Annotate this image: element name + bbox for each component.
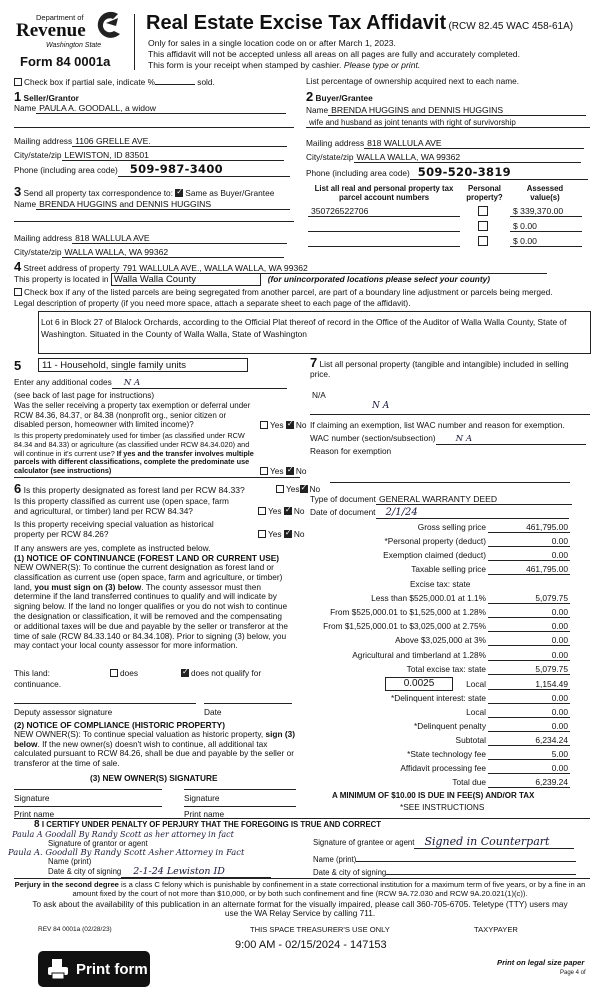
exemption-label: If claiming an exemption, list WAC number and reason for exemption. <box>310 420 565 430</box>
logo-dept-of: Department of <box>36 13 84 22</box>
local-rate-select[interactable]: 0.0025 <box>385 677 453 691</box>
alt-format-notice: To ask about the availability of this publication in an alternate format for the visually impaired, please call 360-705-6705. Teletype (TTY) users may use the WA Relay Service by calling 711. <box>32 899 568 918</box>
doc-type-field[interactable]: GENERAL WARRANTY DEED <box>376 494 572 505</box>
buyer-phone-field[interactable]: 509-520-3819 <box>410 165 588 180</box>
label: . If the new owner(s) doesn't wish to continue, all additional tax calculated pursuant to RCW 84.26, shall be due and payable by the seller or transferor at the time of sale. <box>14 738 294 768</box>
no-checkbox[interactable] <box>286 467 294 475</box>
buyer-city-row <box>306 152 581 163</box>
label: *Personal property (deduct) <box>384 536 486 546</box>
grantor-name[interactable]: Paula A. Goodall By Randy Scott Asher Attorney in Fact <box>8 847 245 857</box>
label: property? <box>466 193 503 202</box>
reason-line[interactable] <box>330 482 570 483</box>
label: List all real and personal property tax <box>314 184 454 193</box>
label: you must sign on (3) below <box>34 581 142 592</box>
no-checkbox[interactable] <box>286 421 294 429</box>
seller-city-field[interactable]: LEWISTON, ID 83501 <box>62 150 284 161</box>
owner-signature-line[interactable] <box>14 789 162 790</box>
label: List all personal property (tangible and intangible) included in selling price. <box>310 359 569 379</box>
label: WAC number (section/subsection) <box>310 433 436 443</box>
label: Perjury in the second degree <box>14 880 119 889</box>
partial-sale-row <box>14 76 215 87</box>
treasurer-stamp: 9:00 AM - 02/15/2024 - 147153 <box>235 939 387 951</box>
label: Name (print) <box>48 857 92 866</box>
tech-fee-value[interactable]: 5.00 <box>488 749 570 760</box>
assessed-value-field[interactable]: $ 0.00 <box>510 236 582 247</box>
ownership-note: List percentage of ownership acquired next to each name. <box>306 76 520 86</box>
label: If yes and the transfer involves multiple parcels with different classifications, complete the predominate use calculator (see instructions) <box>14 448 254 476</box>
doc-date-row <box>310 507 569 519</box>
label: Local <box>466 707 486 717</box>
q1-yes-no <box>260 420 306 430</box>
parcel-row <box>308 236 460 249</box>
label: Check box if any of the listed parcels are being segregated from another parcel, are part of a boundary line adjustment or parcels being merged. <box>24 287 553 297</box>
total-state-row <box>300 664 570 676</box>
seller-mail-row <box>14 136 287 147</box>
additional-codes-field[interactable]: N A <box>112 378 287 389</box>
label: NEW OWNER(S): To continue special valuation as historic property, <box>14 729 264 739</box>
label: Yes <box>286 484 300 494</box>
q2-yes-no <box>260 466 306 476</box>
seller-phone-row <box>14 162 290 177</box>
historical-question: Is this property receiving special valuation as historical property per RCW 84.26? <box>14 519 214 539</box>
tax-tier-row <box>300 635 570 647</box>
same-as-buyer-checkbox[interactable] <box>175 189 183 197</box>
label: Is this property designated as forest land per RCW 84.33? <box>23 485 245 495</box>
tax-tier-row <box>300 621 570 633</box>
tech-fee-row <box>300 749 570 761</box>
deputy-date-line[interactable] <box>204 703 292 704</box>
label: Is this property predominately used for timber (as classified under RCW 84.34 and 84.33) or agriculture (as classified under RCW 84.34.020) and will continue in it's current use? <box>14 431 250 458</box>
reason-label: Reason for exemption <box>310 446 392 456</box>
label: Signature <box>14 793 50 803</box>
exemption-question: Was the seller receiving a property tax exemption or deferral under RCW 84.36, 84.37, or 84.38 (nonprofit org., senior citizen or disabled person, homeowner with limited income)? <box>14 401 251 429</box>
label: continuance. <box>14 679 62 689</box>
section-number: 8 <box>34 819 40 830</box>
buyer-name-line-2[interactable]: wife and husband as joint tenants with right of survivorship <box>306 118 590 128</box>
personal-property-heading <box>310 355 590 379</box>
legal-paper-note: Print on legal size paper <box>497 958 585 967</box>
personal-property-line <box>310 414 590 415</box>
grantee-name-row <box>313 853 576 865</box>
buyer-city-field[interactable]: WALLA WALLA, WA 99362 <box>354 152 581 163</box>
personal-property-checkbox[interactable] <box>478 221 488 231</box>
yes-checkbox[interactable] <box>258 530 266 538</box>
treasurer-label: THIS SPACE TREASURER'S USE ONLY <box>250 925 390 934</box>
header-line-3-text: This form is your receipt when stamped by cashier. <box>148 60 342 70</box>
county-select[interactable]: Walla Walla County <box>111 273 261 286</box>
label: Yes <box>268 506 282 516</box>
label: Name <box>306 105 329 115</box>
label: Print name <box>14 809 55 819</box>
label: *State technology fee <box>407 749 486 759</box>
label: No <box>293 529 305 539</box>
divider <box>14 878 590 879</box>
section-number: 3 <box>14 184 22 199</box>
section-number: 7 <box>310 355 318 370</box>
timber-question <box>14 432 257 476</box>
legal-label: Legal description of property (if you need more space, attach a separate sheet to each page of the affidavit). <box>14 298 411 308</box>
label: is a class C felony which is punishable by confinement in a state correctional institution for a maximum term of five years, or by a fine in an amount fixed by the court of not more than $10,000, or by both such confinement and fine (RCW 9A.72.030 and RCW 9A.20.021(1)(c)). <box>72 880 586 898</box>
see-instructions: *SEE INSTRUCTIONS <box>400 802 485 812</box>
assessed-value-field[interactable]: $ 0.00 <box>510 221 582 232</box>
assessed-value-field[interactable]: $ 339,370.00 <box>510 206 582 217</box>
deputy-signature-line[interactable] <box>14 703 196 704</box>
does-not-checkbox[interactable] <box>181 669 189 677</box>
q6-3-yes-no <box>258 529 304 539</box>
label: Date & city of signing <box>313 868 387 877</box>
certify-text: I CERTIFY UNDER PENALTY OF PERJURY THAT THE FOREGOING IS TRUE AND CORRECT <box>41 820 382 829</box>
label: Above $3,025,000 at 3% <box>395 635 486 645</box>
parcel-row <box>308 206 460 217</box>
no-checkbox[interactable] <box>284 530 292 538</box>
label: Affidavit processing fee <box>400 763 486 773</box>
tier-value[interactable]: 5,079.75 <box>488 593 570 604</box>
title-citation: (RCW 82.45 WAC 458-61A) <box>448 21 574 32</box>
label: Yes <box>270 466 284 476</box>
label: parcel account numbers <box>338 193 430 202</box>
label: Deputy assessor signature <box>14 707 113 717</box>
yes-checkbox[interactable] <box>258 507 266 515</box>
label: Total excise tax: state <box>406 664 486 674</box>
label: *Delinquent interest: state <box>390 693 486 703</box>
partial-sale-checkbox[interactable] <box>14 78 22 86</box>
label: This land: <box>14 668 50 678</box>
divider <box>14 818 590 819</box>
label: City/state/zip <box>14 247 62 257</box>
grantee-sig-row <box>313 836 574 849</box>
parcel-row <box>308 221 460 234</box>
label: Agricultural and timberland at 1.28% <box>352 650 486 660</box>
buyer-mail-row <box>306 138 584 149</box>
local-row <box>300 679 570 691</box>
correspondence-heading <box>14 184 274 199</box>
grantee-date-field[interactable] <box>386 866 576 875</box>
section-number: 1 <box>14 89 22 104</box>
personal-header <box>462 184 507 202</box>
del-int-local-row <box>300 707 570 719</box>
seller-name-line-2[interactable] <box>14 127 294 128</box>
label: Mailing address <box>306 138 365 148</box>
label: Signature <box>184 793 220 803</box>
form-number: Form 84 0001a <box>20 54 111 69</box>
owner-print-line[interactable] <box>184 806 296 807</box>
seller-heading-text: Seller/Grantor <box>23 93 79 103</box>
label: Local <box>466 679 486 689</box>
personal-property-value[interactable]: N/A <box>312 390 326 400</box>
tier-value[interactable]: 0.00 <box>488 607 570 618</box>
q6-1-yes-no <box>276 484 320 494</box>
revenue-swirl-icon <box>94 10 124 42</box>
forest-question <box>14 481 245 496</box>
label: No <box>295 420 307 430</box>
personal-row <box>300 536 570 548</box>
partial-percent-field[interactable] <box>155 76 195 85</box>
tier-value[interactable]: 0.00 <box>488 650 570 661</box>
del-int-state-row <box>300 693 570 705</box>
del-int-local-value[interactable]: 0.00 <box>488 707 570 718</box>
buyer-name-row <box>306 105 586 116</box>
notice-1-title: (1) NOTICE OF CONTINUANCE (FOREST LAND OR CURRENT USE) <box>14 553 280 563</box>
doc-date-field[interactable]: 2/1/24 <box>376 507 569 519</box>
notice-2-title: (2) NOTICE OF COMPLIANCE (HISTORIC PROPERTY) <box>14 720 225 730</box>
buyer-name-field[interactable]: BRENDA HUGGINS and DENNIS HUGGINS <box>328 105 586 116</box>
corr-mail-row <box>14 233 287 244</box>
section-number: 6 <box>14 481 22 496</box>
label: Phone (including area code) <box>14 165 118 175</box>
total-due-row <box>300 777 570 789</box>
local-value[interactable]: 1,154.49 <box>488 679 570 690</box>
buyer-heading-text: Buyer/Grantee <box>315 93 373 103</box>
label: Name <box>14 103 37 113</box>
tax-tier-row <box>300 607 570 619</box>
label: Name (print) <box>313 855 357 864</box>
label: Subtotal <box>455 735 486 745</box>
street-field[interactable]: 791 WALLULA AVE., WALLA WALLA, WA 99362 <box>119 263 547 274</box>
corr-name-line-2[interactable] <box>14 221 294 222</box>
label: No <box>295 466 307 476</box>
taxable-value[interactable]: 461,795.00 <box>488 564 570 575</box>
wac-row <box>310 433 586 445</box>
grantor-signature[interactable]: Paula A Goodall By Randy Scott as her attorney in fact <box>12 830 234 839</box>
label: Signature of grantee or agent <box>313 838 415 847</box>
street-row <box>14 259 547 274</box>
personal-property-checkbox[interactable] <box>478 236 488 246</box>
label: Street address of property <box>23 263 120 273</box>
legal-description-field[interactable] <box>38 311 591 354</box>
label: Yes <box>270 420 284 430</box>
corr-city-row <box>14 247 284 258</box>
wac-field[interactable]: N A <box>436 434 586 445</box>
parcel-number-field[interactable] <box>308 236 460 247</box>
codes-note: (see back of last page for instructions) <box>14 390 155 400</box>
parcel-header <box>310 184 458 202</box>
personal-value[interactable]: 0.00 <box>488 536 570 547</box>
affidavit-fee-value[interactable]: 0.00 <box>488 763 570 774</box>
yes-checkbox[interactable] <box>276 485 284 493</box>
doc-type-row <box>310 494 572 505</box>
owner-signature-line[interactable] <box>184 789 296 790</box>
label: Send all property tax correspondence to: <box>23 188 173 198</box>
label: Name <box>14 199 37 209</box>
seller-city-row <box>14 150 284 161</box>
does-checkbox[interactable] <box>110 669 118 677</box>
county-row <box>14 273 490 286</box>
label: Same as Buyer/Grantee <box>185 188 275 198</box>
q6-2-yes-no <box>258 506 304 516</box>
segregate-checkbox[interactable] <box>14 288 22 296</box>
no-checkbox[interactable] <box>284 507 292 515</box>
label: Assessed <box>526 184 564 193</box>
divider <box>14 477 300 478</box>
grantee-name-field[interactable] <box>356 853 576 862</box>
label: Exemption claimed (deduct) <box>383 550 486 560</box>
printer-icon <box>46 957 70 981</box>
label: . The county assessor must then determine if the land transferred continues to qualify and will indicate by signing below. If the land no longer qualifies or you do not wish to continue the designation or classification, it will be removed and the compensating or additional taxes will be due and payable by the seller or transferor at the time of sale (RCW 84.33.140 or 84.34.108). Prior to signing (3) below, you may contact your local county assessor for more information. <box>14 581 288 651</box>
header-line-1: Only for sales in a single location code on or after March 1, 2023. <box>148 38 396 48</box>
yes-checkbox[interactable] <box>260 421 268 429</box>
gross-row <box>300 522 570 534</box>
answers-note: If any answers are yes, complete as instructed below. <box>14 543 211 553</box>
county-note: (for unincorporated locations please select your county) <box>267 274 490 284</box>
label: Type of document <box>310 494 376 504</box>
partial-label: Check box if partial sale, indicate % <box>24 77 155 87</box>
penalty-row <box>300 721 570 733</box>
subtotal-value[interactable]: 6,234.24 <box>488 735 570 746</box>
label: Gross selling price <box>417 522 486 532</box>
label: Yes <box>268 529 282 539</box>
seller-heading <box>14 89 79 104</box>
total-due-value[interactable]: 6,239.24 <box>488 777 570 788</box>
owner-print-line[interactable] <box>14 806 162 807</box>
tax-tier-row <box>300 650 570 662</box>
segregate-row <box>14 287 553 297</box>
corr-mail-field[interactable]: 818 WALLULA AVE <box>72 233 287 244</box>
grantee-date-row <box>313 866 576 878</box>
corr-city-field[interactable]: WALLA WALLA, WA 99362 <box>62 247 284 258</box>
label: City/state/zip <box>14 150 62 160</box>
seller-mail-field[interactable]: 1106 GRELLE AVE. <box>72 136 287 147</box>
owner-signature-title: (3) NEW OWNER(S) SIGNATURE <box>90 773 218 783</box>
total-state-value[interactable]: 5,079.75 <box>488 664 570 675</box>
label: Enter any additional codes <box>14 377 112 387</box>
buyer-heading <box>306 89 373 104</box>
partial-suffix: sold. <box>197 77 215 87</box>
legal-text: Lot 6 in Block 27 of Blalock Orchards, according to the Official Plat thereof of record in the Office of the Auditor of Walla Walla County, State of Washington. Situated in the County of Walla Walla, State of Washington <box>41 317 567 339</box>
title-text: Real Estate Excise Tax Affidavit <box>146 12 447 34</box>
exemption-row <box>300 550 570 562</box>
notice-2-text <box>14 730 298 768</box>
taxpayer-label: TAXYPAYER <box>474 925 518 934</box>
affidavit-fee-row <box>300 763 570 775</box>
tier-value[interactable]: 0.00 <box>488 621 570 632</box>
label: From $525,000.01 to $1,525,000 at 1.28% <box>330 607 486 617</box>
print-form-label: Print form <box>76 960 148 978</box>
label: Personal <box>468 184 501 193</box>
section-number: 2 <box>306 89 314 104</box>
excise-heading: Excise tax: state <box>410 579 471 589</box>
assessed-header <box>510 184 580 202</box>
yes-checkbox[interactable] <box>260 467 268 475</box>
exemption-value[interactable]: 0.00 <box>488 550 570 561</box>
grantor-date-row <box>48 866 271 878</box>
section-number: 4 <box>14 259 22 274</box>
minimum-note: A MINIMUM OF $10.00 IS DUE IN FEE(S) AND/OR TAX <box>332 791 535 800</box>
label: No <box>293 506 305 516</box>
label: This property is located in <box>14 274 109 284</box>
subtotal-row <box>300 735 570 747</box>
section-number: 5 <box>14 358 22 373</box>
label: sign (3) below <box>14 729 295 749</box>
form-title <box>146 12 573 35</box>
no-checkbox[interactable] <box>300 485 308 493</box>
label: Taxable selling price <box>411 564 486 574</box>
taxable-row <box>300 564 570 576</box>
does-not-option <box>181 668 261 678</box>
label: Mailing address <box>14 136 73 146</box>
buyer-phone-row <box>306 165 588 180</box>
label: Print name <box>184 809 225 819</box>
label: does <box>120 668 138 678</box>
corr-name-field[interactable]: BRENDA HUGGINS and DENNIS HUGGINS <box>36 199 290 210</box>
label: City/state/zip <box>306 152 354 162</box>
tax-tier-row <box>300 593 570 605</box>
personal-property-checkbox[interactable] <box>478 206 488 216</box>
header-line-3 <box>148 60 420 70</box>
label: Phone (including area code) <box>306 168 410 178</box>
label: does not qualify for <box>191 668 262 678</box>
seller-phone-field[interactable]: 509-987-3400 <box>118 162 290 177</box>
label: Date of document <box>310 507 376 517</box>
label: Date <box>204 707 222 717</box>
label: *Delinquent penalty <box>414 721 486 731</box>
header-line-3-italic: Please type or print. <box>343 60 421 70</box>
parcel-number-field[interactable]: 350726522706 <box>308 206 460 217</box>
header-line-2: This affidavit will not be accepted unless all areas on all pages are fully and accurately completed. <box>148 49 520 59</box>
seller-name-row <box>14 103 286 114</box>
corr-name-row <box>14 199 290 210</box>
seller-name-field[interactable]: PAULA A. GOODALL, a widow <box>36 103 286 114</box>
codes-row <box>14 377 287 389</box>
penalty-value[interactable]: 0.00 <box>488 721 570 732</box>
label: Mailing address <box>14 233 73 243</box>
label: From $1,525,000.01 to $3,025,000 at 2.75% <box>323 621 486 631</box>
revision-label: REV 84 0001a (02/28/23) <box>38 926 112 933</box>
label: value(s) <box>530 193 560 202</box>
notice-1-text <box>14 563 290 651</box>
parcel-number-field[interactable] <box>308 221 460 232</box>
print-form-button[interactable] <box>38 951 150 987</box>
grantor-date-field[interactable]: 2-1-24 Lewiston ID <box>121 867 271 878</box>
gross-value[interactable]: 461,795.00 <box>488 522 570 533</box>
label: Total due <box>452 777 486 787</box>
land-use-select[interactable]: 11 - Household, single family units <box>38 358 248 372</box>
grantee-signature[interactable]: Signed in Counterpart <box>414 836 574 849</box>
tier-value[interactable]: 0.00 <box>488 635 570 646</box>
perjury-notice <box>8 880 592 898</box>
does-option <box>110 668 138 678</box>
label: Less than $525,000.01 at 1.1% <box>371 593 486 603</box>
personal-property-handwritten: N A <box>372 401 390 411</box>
page-number: Page 4 of <box>560 970 586 976</box>
logo-state: Washington State <box>46 42 102 49</box>
header-divider <box>134 14 135 70</box>
dor-logo <box>14 10 124 72</box>
buyer-mail-field[interactable]: 818 WALLULA AVE <box>364 138 584 149</box>
del-int-state-value[interactable]: 0.00 <box>488 693 570 704</box>
land-qualify-row <box>14 668 50 678</box>
logo-revenue: Revenue <box>16 20 86 41</box>
label: Signature of grantor or agent <box>48 839 148 848</box>
label: No <box>309 484 321 494</box>
current-use-question: Is this property classified as current use (open space, farm and agricultural, or timber) land per RCW 84.34? <box>14 496 229 516</box>
label: Date & city of signing <box>48 867 122 876</box>
label: NEW OWNER(S): To continue the current designation as forest land or classification as current use (open space, farm and agriculture, or timber) land, <box>14 562 283 592</box>
certify-row <box>34 820 381 830</box>
